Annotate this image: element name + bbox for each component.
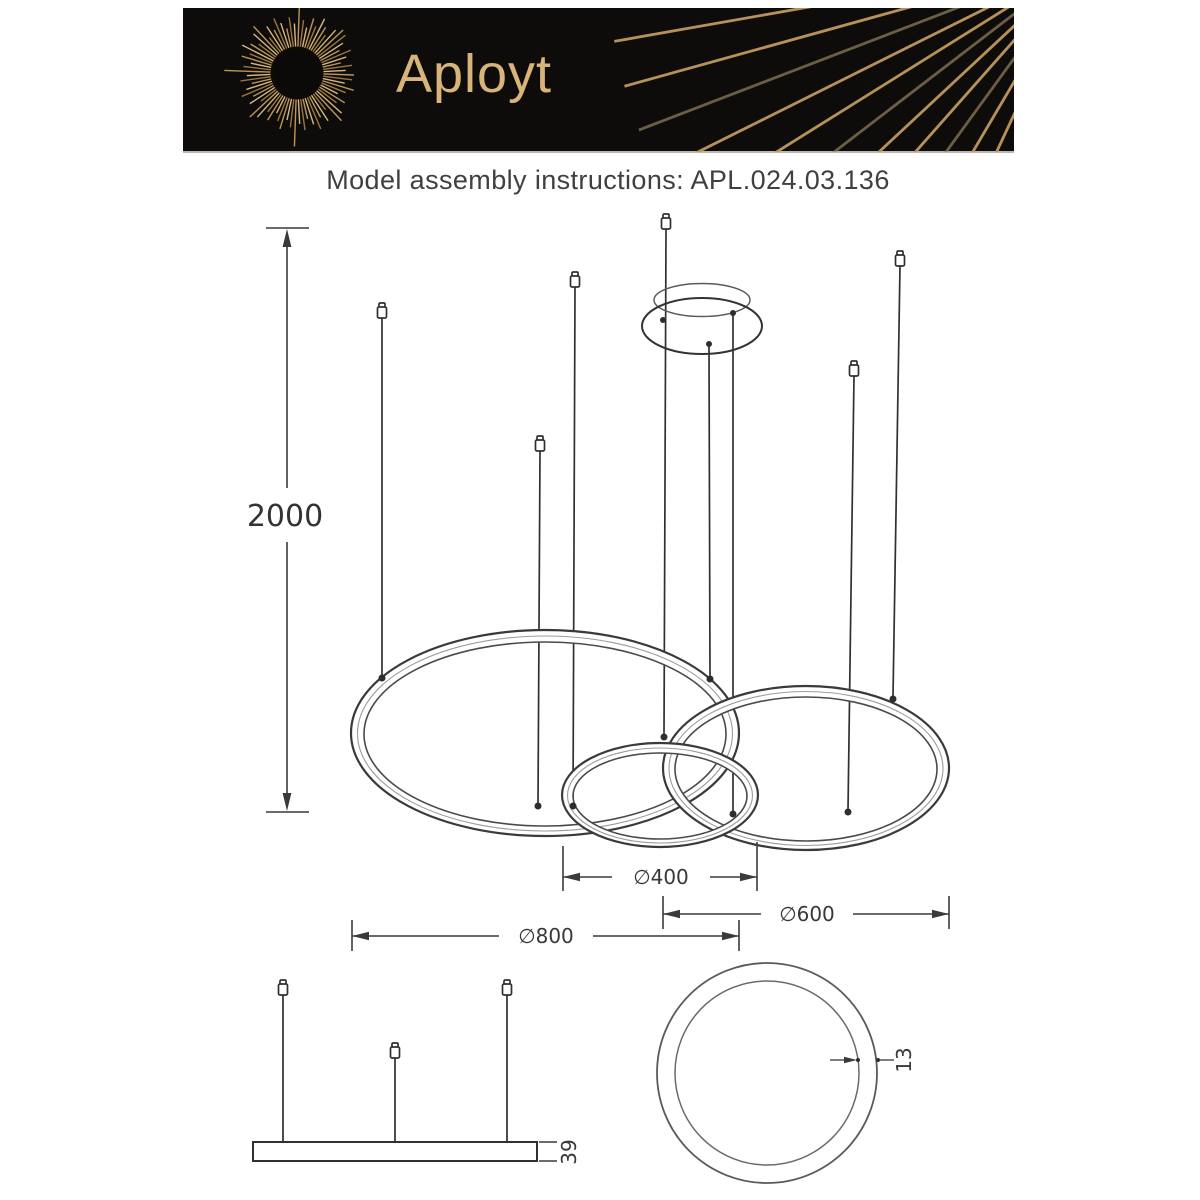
arrow-down-icon bbox=[283, 793, 292, 811]
arrow-left-icon bbox=[352, 932, 369, 940]
dimension-ring-small bbox=[563, 842, 757, 891]
profile-thickness-label: 13 bbox=[892, 1047, 916, 1073]
canopy-body bbox=[642, 298, 762, 354]
attachment-dot bbox=[707, 676, 714, 683]
cable-fitting-icon bbox=[850, 361, 859, 376]
canopy-exit-dot bbox=[730, 310, 736, 316]
header-banner bbox=[183, 0, 1087, 393]
attachment-dots bbox=[379, 310, 897, 818]
dimension-profile-height bbox=[539, 1139, 581, 1164]
ring-profile-bar bbox=[253, 1142, 537, 1161]
arrow-right-icon bbox=[722, 932, 739, 940]
ring-outer-edge bbox=[657, 963, 877, 1183]
ceiling-fittings bbox=[378, 214, 905, 451]
attachment-dot bbox=[845, 809, 852, 816]
attachment-dot bbox=[890, 696, 897, 703]
arrow-up-icon bbox=[283, 229, 292, 247]
cable-fitting-icon bbox=[896, 251, 905, 266]
ceiling-canopy bbox=[642, 284, 762, 355]
ring-600 bbox=[663, 686, 949, 850]
suspension-wire bbox=[538, 451, 540, 804]
arrow-right-icon bbox=[932, 910, 949, 918]
cable-fitting-icon bbox=[571, 272, 580, 287]
arrow-right-icon bbox=[740, 873, 757, 881]
dimension-ring-medium bbox=[663, 896, 949, 929]
arrow-right-icon bbox=[844, 1057, 857, 1063]
suspension-wire bbox=[848, 376, 854, 810]
dimension-drop-length bbox=[247, 228, 323, 812]
suspension-wires bbox=[382, 229, 900, 812]
measure-dot bbox=[856, 1058, 860, 1062]
canopy-exit-dot bbox=[706, 341, 712, 347]
attachment-dot bbox=[661, 734, 668, 741]
ring-inner-edge bbox=[675, 981, 859, 1165]
arrow-left-icon bbox=[563, 873, 580, 881]
side-view bbox=[253, 980, 581, 1165]
ring-400 bbox=[562, 743, 758, 847]
cable-fitting-icon bbox=[279, 980, 288, 995]
measure-dot bbox=[876, 1058, 880, 1062]
cable-fitting-icon bbox=[503, 980, 512, 995]
arrow-left-icon bbox=[663, 910, 680, 918]
suspension-wire bbox=[893, 266, 900, 697]
drop-length-label: 2000 bbox=[246, 499, 324, 534]
top-view bbox=[657, 963, 916, 1183]
attachment-dot bbox=[730, 811, 737, 818]
sunburst-core bbox=[273, 49, 321, 97]
attachment-dot bbox=[535, 803, 542, 810]
ring-large-label: ∅800 bbox=[518, 924, 574, 948]
cable-fitting-icon bbox=[391, 1043, 400, 1058]
suspension-wire bbox=[709, 346, 710, 677]
profile-height-label: 39 bbox=[557, 1139, 581, 1165]
cable-fitting-icon bbox=[378, 303, 387, 318]
attachment-dot bbox=[379, 675, 386, 682]
suspension-wire bbox=[573, 287, 575, 804]
page-title: Model assembly instructions: APL.024.03.136 bbox=[326, 165, 890, 195]
cable-fitting-icon bbox=[662, 214, 671, 229]
brand-wordmark: Aployt bbox=[395, 44, 553, 104]
canopy-exit-dot bbox=[660, 317, 666, 323]
dimension-profile-thickness bbox=[830, 1047, 916, 1072]
dimension-ring-large bbox=[352, 920, 739, 951]
ring-medium-label: ∅600 bbox=[779, 902, 835, 926]
cable-fitting-icon bbox=[536, 436, 545, 451]
attachment-dot bbox=[570, 803, 577, 810]
ring-small-label: ∅400 bbox=[633, 865, 689, 889]
